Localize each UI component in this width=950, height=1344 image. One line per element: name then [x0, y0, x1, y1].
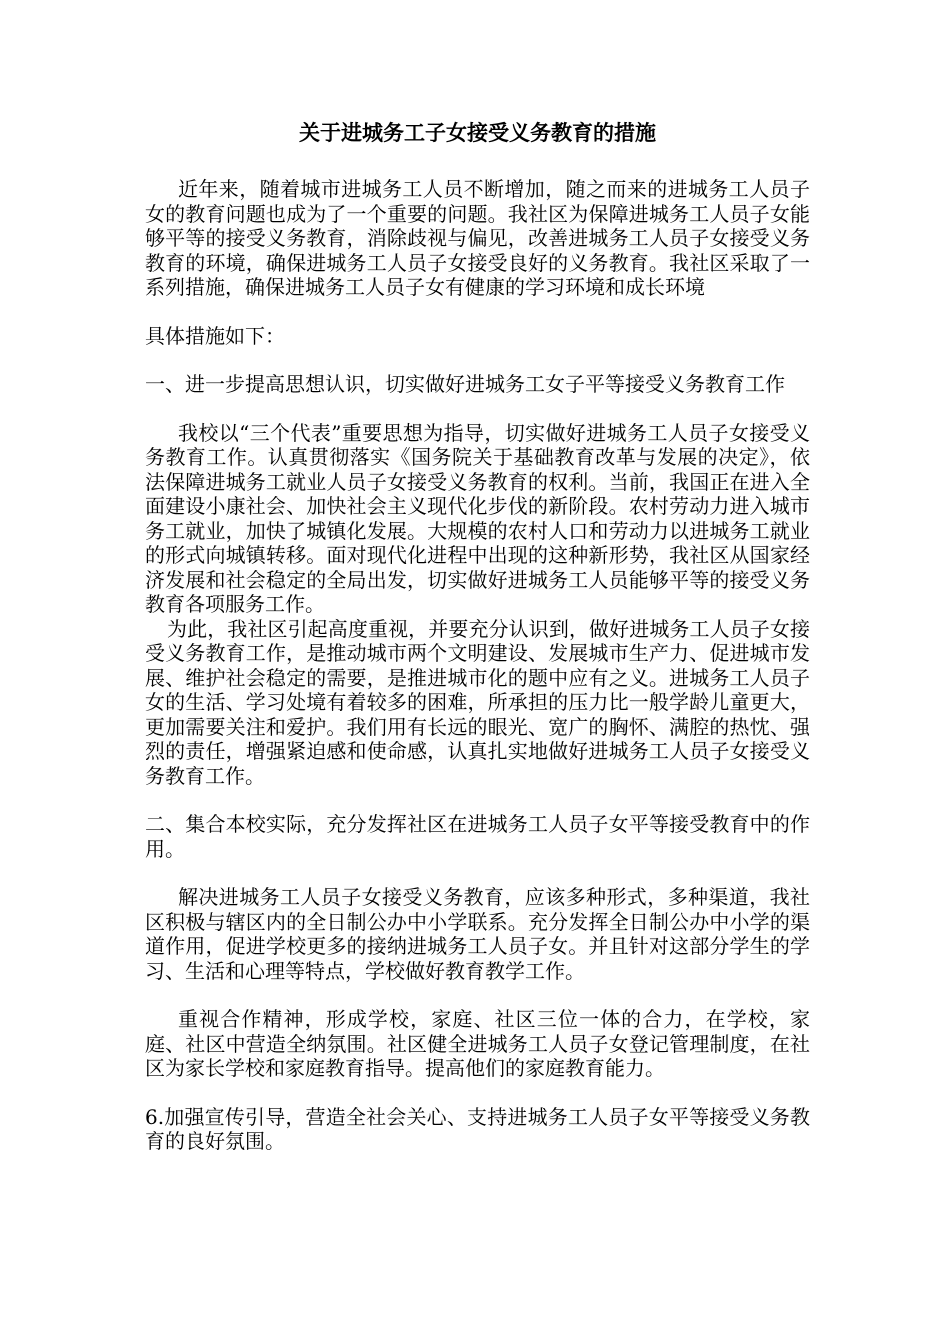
paragraph-spacer	[145, 1081, 810, 1105]
paragraph-spacer	[145, 983, 810, 1007]
paragraph-spacer	[145, 300, 810, 324]
document-body	[145, 118, 810, 1154]
paragraph-spacer	[145, 861, 810, 885]
section-1-paragraph-1: 我校以“三个代表”重要思想为指导，切实做好进城务工人员子女接受义务教育工作。认真贯彻落实《国务院关于基础教育改革与发展的决定》，依法保障进城务工就业人员子女接受义务教育的权利。当前，我国正在进入全面建设小康社会、加快社会主义现代化步伐的新阶段。农村劳动力进入城市务工就业，加快了城镇化发展。大规模的农村人口和劳动力以进城务工就业的形式向城镇转移。面对现代化进程中出现的这种新形势，我社区从国家经济发展和社会稳定的全局出发，切实做好进城务工人员能够平等的接受义务教育各项服务工作。	[145, 420, 810, 616]
intro-paragraph: 近年来，随着城市进城务工人员不断增加，随之而来的进城务工人员子女的教育问题也成为了一个重要的问题。我社区为保障进城务工人员子女能够平等的接受义务教育，消除歧视与偏见，改善进城务工人员子女接受义务教育的环境，确保进城务工人员子女接受良好的义务教育。我社区采取了一系列措施，确保进城务工人员子女有健康的学习环境和成长环境	[145, 177, 810, 299]
paragraph-spacer	[145, 788, 810, 812]
section-heading-2: 二、集合本校实际，充分发挥社区在进城务工人员子女平等接受教育中的作用。	[145, 812, 810, 861]
section-2-paragraph-1: 解决进城务工人员子女接受义务教育，应该多种形式，多种渠道，我社区积极与辖区内的全日制公办中小学联系。充分发挥全日制公办中小学的渠道作用，促进学校更多的接纳进城务工人员子女。并且针对这部分学生的学习、生活和心理等特点，学校做好教育教学工作。	[145, 885, 810, 983]
paragraph-spacer	[145, 397, 810, 421]
paragraph-spacer	[145, 348, 810, 372]
section-heading-6: 6.加强宣传引导，营造全社会关心、支持进城务工人员子女平等接受义务教育的良好氛围。	[145, 1104, 810, 1153]
section-1-paragraph-2: 为此，我社区引起高度重视，并要充分认识到，做好进城务工人员子女接受义务教育工作，是推动城市两个文明建设、发展城市生产力、促进城市发展、维护社会稳定的需要，是推进城市化的题中应有之义。进城务工人员子女的生活、学习处境有着较多的困难，所承担的压力比一般学龄儿童更大，更加需要关注和爱护。我们用有长远的眼光、宽广的胸怀、满腔的热忱、强烈的责任，增强紧迫感和使命感，认真扎实地做好进城务工人员子女接受义务教育工作。	[145, 616, 810, 788]
section-2-paragraph-2: 重视合作精神，形成学校，家庭、社区三位一体的合力，在学校，家庭、社区中营造全纳氛围。社区健全进城务工人员子女登记管理制度，在社区为家长学校和家庭教育指导。提高他们的家庭教育能力。	[145, 1007, 810, 1080]
measures-heading: 具体措施如下：	[145, 323, 285, 348]
section-heading-1: 一、进一步提高思想认识，切实做好进城务工女子平等接受义务教育工作	[145, 372, 785, 396]
document-title: 关于进城务工子女接受义务教育的措施	[299, 120, 656, 145]
